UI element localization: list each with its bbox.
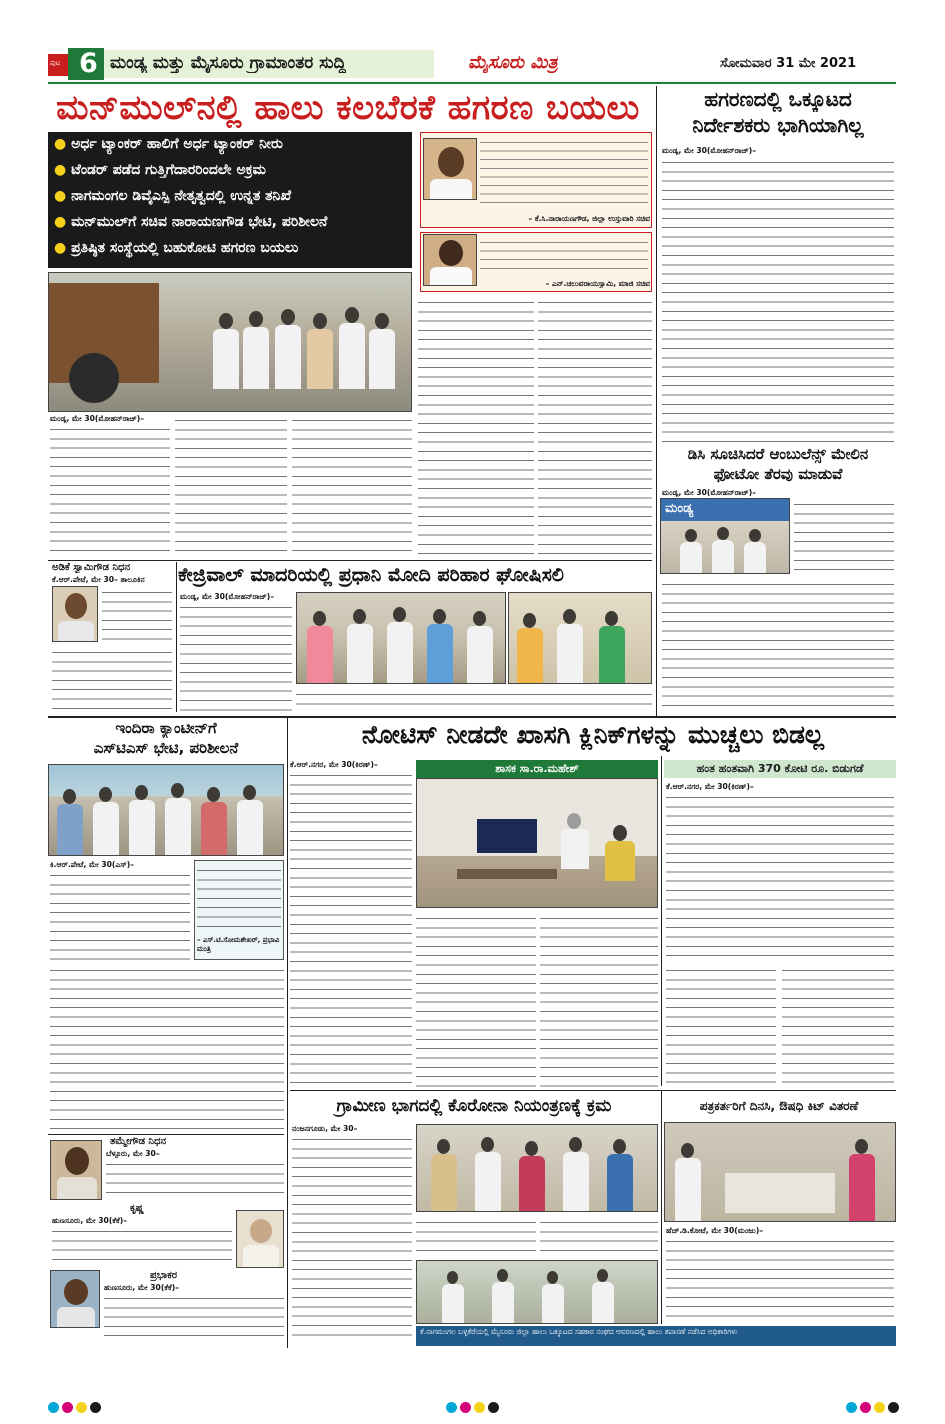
registration-dot-icon: [846, 1402, 857, 1413]
rural-dateline: ನಂಜನಗೂಡು, ಮೇ 30–: [292, 1124, 358, 1133]
kejriwal-dateline: ಮಂಡ್ಯ, ಮೇ 30(ಮೋಹನ್‌ರಾಜ್)–: [180, 592, 275, 601]
registration-dot-icon: [860, 1402, 871, 1413]
lead-col-2: [175, 414, 287, 557]
minister-portrait-1: [423, 138, 477, 200]
journalists-dateline: ಹೆಚ್.ಡಿ.ಕೋಟೆ, ಮೇ 30(ಮಂಜು)–: [666, 1226, 764, 1235]
registration-dot-icon: [90, 1402, 101, 1413]
indira-quote-attribution: – ಎಸ್.ಟಿ.ಸೋಮಶೇಖರ್, ಪ್ರಭಾವಿ ಮಂತ್ರಿ: [197, 936, 280, 953]
obit-1-title: ಅಡಿಕೆ ಸ್ವಾಮಿಗೌಡ ನಿಧನ: [52, 562, 131, 573]
crore-dateline: ಕೆ.ಆರ್.ನಗರ, ಮೇ 30(ಕಿರಣ್)–: [666, 782, 754, 791]
indira-headline-2: ಎಸ್‌ಟಿಎಸ್ ಭೇಟಿ, ಪರಿಶೀಲನೆ: [93, 739, 239, 757]
lead-col-3: [292, 414, 412, 557]
indira-body-2: [50, 964, 284, 1132]
quote-2-attribution: – ಎನ್.ಚಲುವರಾಯಸ್ವಾಮಿ, ಮಾಜಿ ಸಚಿವ: [545, 279, 650, 288]
obit-3-title: ಕೃಷ್ಣ: [130, 1203, 144, 1214]
lead-dateline: ಮಂಡ್ಯ, ಮೇ 30(ಮೋಹನ್‌ರಾಜ್)–: [50, 414, 145, 423]
lead-headline: ಮನ್‌ಮುಲ್‌ನಲ್ಲಿ ಹಾಲು ಕಲಬೆರಕೆ ಹಗರಣ ಬಯಲು: [56, 88, 640, 128]
page-number: 6: [79, 48, 98, 79]
ambulance-photo: [660, 498, 790, 574]
obit-4-dateline: ಹುಣಸೂರು, ಮೇ 30(ಕೆಕೆ)–: [104, 1283, 180, 1292]
obit-3-dateline: ಹುಣಸೂರು, ಮೇ 30(ಕೆಕೆ)–: [52, 1216, 128, 1225]
obit-2-portrait: [50, 1140, 102, 1200]
lead-bullets: [54, 136, 410, 266]
paper-name: ಮೈಸೂರು ಮಿತ್ರ: [468, 52, 558, 73]
indira-quote-text: [197, 864, 281, 934]
right-top-headline-1: ಹಗರಣದಲ್ಲಿ ಒಕ್ಕೂಟದ: [704, 87, 852, 111]
obit-3-body: [52, 1225, 232, 1265]
journalists-body: [666, 1235, 894, 1323]
ambulance-headline-1: ಡಿಸಿ ಸೂಚಿಸಿದರೆ ಆಂಬುಲೆನ್ಸ್ ಮೇಲಿನ: [687, 445, 869, 463]
bullet-item: ● ಟೆಂಡರ್ ಪಡೆದ ಗುತ್ತಿಗೆದಾರರಿಂದಲೇ ಅಕ್ರಮ: [54, 162, 266, 178]
bottom-photo: [416, 1260, 658, 1324]
ambulance-dateline: ಮಂಡ್ಯ, ಮೇ 30(ಮೋಹನ್‌ರಾಜ್)–: [662, 488, 757, 497]
registration-dot-icon: [62, 1402, 73, 1413]
quote-2-text: [480, 236, 648, 276]
lead-col-4: [418, 296, 534, 557]
obit-1-body-2: [52, 646, 172, 710]
divider: [661, 756, 662, 1086]
indira-body-1: [50, 869, 190, 961]
right-top-headline-2: ನಿರ್ದೇಶಕರು ಭಾಗಿಯಾಗಿಲ್ಲ: [692, 113, 864, 137]
lead-col-1: [50, 423, 170, 557]
clinic-photo-banner: ಶಾಸಕ ಸಾ.ರಾ.ಮಹೇಶ್: [495, 762, 579, 775]
masthead-rule: [48, 82, 896, 84]
registration-dot-icon: [888, 1402, 899, 1413]
bullet-dot-icon: ●: [54, 188, 72, 204]
divider: [287, 718, 288, 1348]
ambulance-body-side: [794, 498, 894, 574]
rural-col-1: [292, 1133, 412, 1343]
divider: [48, 1134, 284, 1135]
obit-4-title: ಪ್ರಭಾಕರ: [150, 1270, 177, 1281]
journalists-photo: [664, 1122, 896, 1222]
obit-1-body: [102, 586, 172, 642]
obit-2-title: ತಮ್ಮೇಗೌಡ ನಿಧನ: [110, 1136, 167, 1147]
obit-4-body: [104, 1292, 284, 1340]
clinic-photo: [416, 778, 658, 908]
bullet-dot-icon: ●: [54, 214, 72, 230]
crore-headline: ಹಂತ ಹಂತವಾಗಿ 370 ಕೋಟಿ ರೂ. ಬಿಡುಗಡೆ: [696, 762, 864, 775]
divider: [661, 1090, 662, 1324]
obit-4-portrait: [50, 1270, 100, 1328]
bullet-item: ● ಮನ್‌ಮುಲ್‌ಗೆ ಸಚಿವ ನಾರಾಯಣಗೌಡ ಭೇಟಿ, ಪರಿಶೀಲನೆ: [54, 214, 328, 230]
obit-1-dateline: ಕೆ.ಆರ್.ಪೇಟೆ, ಮೇ 30– ತಾಲೂಕಿನ: [52, 575, 145, 584]
kejriwal-col-1: [180, 601, 292, 711]
divider: [48, 560, 652, 561]
right-top-dateline: ಮಂಡ್ಯ, ಮೇ 30(ಮೋಹನ್‌ರಾಜ್)–: [662, 146, 757, 155]
divider: [176, 562, 177, 712]
quote-1-attribution: – ಕೆ.ಸಿ.ನಾರಾಯಣಗೌಡ, ಜಿಲ್ಲಾ ಉಸ್ತುವಾರಿ ಸಚಿವ: [528, 214, 650, 223]
rural-col-3: [540, 1216, 658, 1256]
lead-col-5: [538, 296, 652, 557]
journalists-headline: ಪತ್ರಕರ್ತರಿಗೆ ದಿನಸಿ, ಔಷಧಿ ಕಿಟ್ ವಿತರಣೆ: [699, 1099, 859, 1113]
clinic-col-3: [540, 912, 658, 1089]
registration-dot-icon: [446, 1402, 457, 1413]
crore-body-3: [782, 964, 894, 1084]
clinic-col-2: [416, 912, 536, 1089]
page-tag-label: ಪುಟ: [50, 59, 61, 67]
section-title: ಮಂಡ್ಯ ಮತ್ತು ಮೈಸೂರು ಗ್ರಾಮಾಂತರ ಸುದ್ದಿ: [110, 53, 347, 73]
ambulance-photo-banner: ಮಂಡ್ಯ: [665, 501, 694, 516]
registration-dot-icon: [460, 1402, 471, 1413]
right-top-body: [662, 156, 894, 442]
bullet-dot-icon: ●: [54, 136, 72, 152]
date: ಸೋಮವಾರ 31 ಮೇ 2021: [720, 56, 857, 71]
bullet-dot-icon: ●: [54, 240, 72, 256]
registration-dot-icon: [874, 1402, 885, 1413]
kejriwal-photo: [296, 592, 506, 684]
indira-headline-1: ಇಂದಿರಾ ಕ್ಯಾಂಟೀನ್‌ಗೆ: [115, 719, 217, 737]
right-column-rule: [656, 86, 657, 716]
clinic-dateline: ಕೆ.ಆರ್.ನಗರ, ಮೇ 30(ಕಿರಣ್)–: [290, 760, 378, 769]
registration-dot-icon: [488, 1402, 499, 1413]
rural-headline: ಗ್ರಾಮೀಣ ಭಾಗದಲ್ಲಿ ಕೊರೋನಾ ನಿಯಂತ್ರಣಕ್ಕೆ ಕ್ರಮ: [336, 1096, 612, 1116]
divider: [290, 1090, 896, 1091]
obit-1-portrait: [52, 586, 98, 642]
bullet-item: ● ಪ್ರತಿಷ್ಠಿತ ಸಂಸ್ಥೆಯಲ್ಲಿ ಬಹುಕೋಟಿ ಹಗರಣ ಬಯಲು: [54, 240, 299, 256]
obit-2-body: [106, 1158, 284, 1200]
kejriwal-caption-text: [296, 688, 652, 712]
registration-dot-icon: [474, 1402, 485, 1413]
lead-photo-tanker: [48, 272, 412, 412]
ambulance-headline-2: ಫೋಟೋ ತೆರವು ಮಾಡುವೆ: [713, 465, 843, 483]
quote-1-text: [480, 136, 648, 210]
crore-body-2: [666, 964, 776, 1084]
bullet-item: ● ಅರ್ಧ ಟ್ಯಾಂಕರ್ ಹಾಲಿಗೆ ಅರ್ಧ ಟ್ಯಾಂಕರ್ ನೀರು: [54, 136, 283, 152]
ambulance-body: [662, 578, 894, 714]
crore-body-1: [666, 791, 894, 959]
kejriwal-photo-2: [508, 592, 652, 684]
registration-dot-icon: [76, 1402, 87, 1413]
obit-3-portrait: [236, 1210, 284, 1268]
obit-2-dateline: ಬೆಳ್ಳೂರು, ಮೇ 30–: [106, 1149, 160, 1158]
rural-photo: [416, 1124, 658, 1212]
bottom-caption: ಕೆ.ನಾಗಮಂಗಲ ಬಳ್ಳಕೆರೆಯಲ್ಲಿ ಮೈಸೂರು ಜಿಲ್ಲಾ ಹಾಲು ಒಕ್ಕೂಟದ ಸಹಕಾರ ಸಂಘದ ಆವರಣದಲ್ಲಿ ಹಾಲು ತಪಾಸಣೆ ನಡೆಸಿದ ಅಧಿಕಾರಿಗಳು: [420, 1327, 738, 1336]
registration-dot-icon: [48, 1402, 59, 1413]
clinic-col-1: [290, 769, 412, 1089]
rural-col-2: [416, 1216, 536, 1256]
kejriwal-headline: ಕೇಜ್ರಿವಾಲ್ ಮಾದರಿಯಲ್ಲಿ ಪ್ರಧಾನಿ ಮೋದಿ ಪರಿಹಾರ ಘೋಷಿಸಲಿ: [178, 564, 564, 586]
bullet-dot-icon: ●: [54, 162, 72, 178]
clinic-headline: ನೋಟಿಸ್ ನೀಡದೇ ಖಾಸಗಿ ಕ್ಲಿನಿಕ್‌ಗಳನ್ನು ಮುಚ್ಚಲು ಬಿಡಲ್ಲ: [361, 720, 825, 749]
indira-photo: [48, 764, 284, 856]
bullet-item: ● ನಾಗಮಂಗಲ ಡಿವೈಎಸ್ಪಿ ನೇತೃತ್ವದಲ್ಲಿ ಉನ್ನತ ತನಿಖೆ: [54, 188, 292, 204]
indira-dateline: ಕಿ.ಆರ್.ಪೇಟೆ, ಮೇ 30(ಎಸ್)–: [50, 860, 135, 869]
